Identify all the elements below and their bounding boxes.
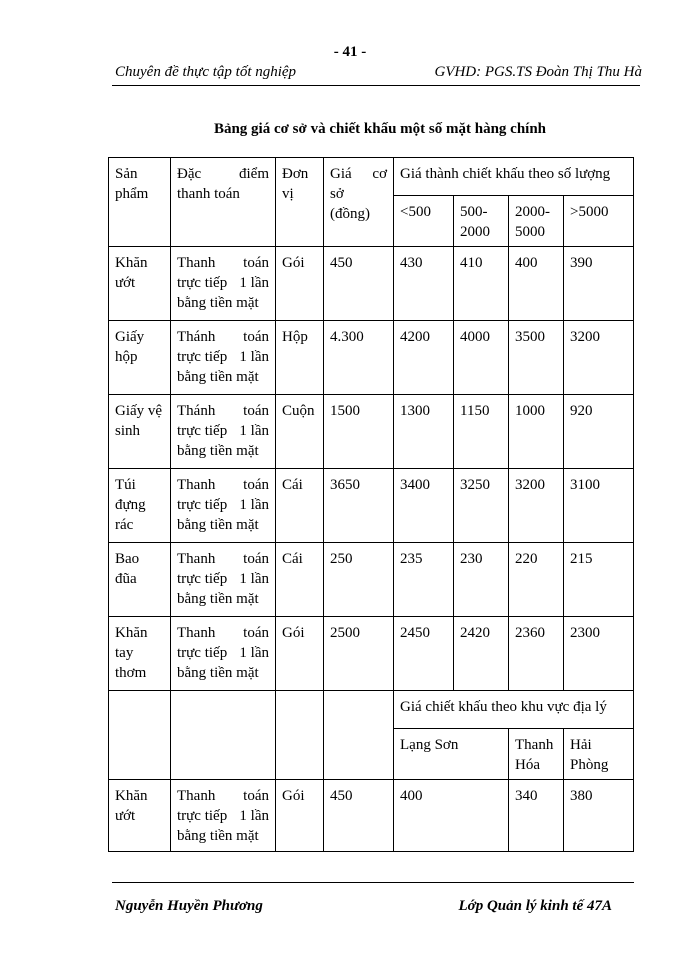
q4-cell: 215 — [564, 543, 634, 617]
base-price-cell: 2500 — [324, 617, 394, 691]
product-cell: Bao đũa — [109, 543, 171, 617]
q3-cell: 3200 — [509, 469, 564, 543]
base-price-cell: 450 — [324, 780, 394, 852]
payment-cell — [171, 395, 276, 469]
product-cell: Túi đựng rác — [109, 469, 171, 543]
region-row — [109, 780, 634, 852]
payment-cell — [171, 543, 276, 617]
header-unit: Đơn vị — [276, 158, 324, 247]
payment-line-2: trực tiếp 1 lần — [177, 645, 269, 661]
payment-cell — [171, 247, 276, 321]
payment-line-2: trực tiếp 1 lần — [177, 275, 269, 291]
footer-author: Nguyễn Huyền Phương — [115, 898, 263, 914]
payment-line-3: bằng tiền mặt — [177, 443, 259, 459]
q1-cell: 3400 — [394, 469, 454, 543]
payment-line-1: Thanh toán — [177, 551, 269, 567]
table-row — [109, 395, 634, 469]
payment-line-2: trực tiếp 1 lần — [177, 423, 269, 439]
r3-cell: 380 — [564, 780, 634, 852]
header-product: Sản phẩm — [109, 158, 171, 247]
header-q3: 2000-5000 — [509, 196, 564, 247]
q3-cell: 1000 — [509, 395, 564, 469]
payment-cell — [171, 780, 276, 852]
product-cell: Giấy hộp — [109, 321, 171, 395]
r2-cell: 340 — [509, 780, 564, 852]
header-q1: <500 — [394, 196, 454, 247]
unit-cell: Cái — [276, 469, 324, 543]
q2-cell: 1150 — [454, 395, 509, 469]
q3-cell: 220 — [509, 543, 564, 617]
q1-cell: 430 — [394, 247, 454, 321]
payment-line-1: Thanh toán — [177, 477, 269, 493]
base-price-cell: 3650 — [324, 469, 394, 543]
q1-cell: 235 — [394, 543, 454, 617]
q1-cell: 4200 — [394, 321, 454, 395]
table-row — [109, 617, 634, 691]
q4-cell: 3100 — [564, 469, 634, 543]
payment-cell — [171, 321, 276, 395]
q4-cell: 920 — [564, 395, 634, 469]
header-left: Chuyên đề thực tập tốt nghiệp — [115, 64, 297, 80]
payment-line-2: trực tiếp 1 lần — [177, 349, 269, 365]
q1-cell: 2450 — [394, 617, 454, 691]
product-cell: Khăn ướt — [109, 780, 171, 852]
q3-cell: 2360 — [509, 617, 564, 691]
payment-line-1: Thánh toán — [177, 329, 269, 345]
footer-divider — [112, 882, 634, 883]
payment-line-3: bằng tiền mặt — [177, 295, 259, 311]
header-r1: Lạng Sơn — [394, 729, 509, 780]
table-row — [109, 321, 634, 395]
header-region-discount: Giá chiết khấu theo khu vực địa lý — [394, 691, 634, 729]
header-base-price: Giá cơ sở (đồng) — [324, 158, 394, 247]
q3-cell: 400 — [509, 247, 564, 321]
q2-cell: 410 — [454, 247, 509, 321]
payment-cell — [171, 469, 276, 543]
header-right: GVHD: PGS.TS Đoàn Thị Thu Hà — [434, 64, 642, 80]
table-title: Bảng giá cơ sở và chiết khấu một số mặt hàng chính — [213, 121, 547, 137]
payment-line-1: Thanh toán — [177, 625, 269, 641]
payment-cell — [171, 617, 276, 691]
product-cell: Khăn ướt — [109, 247, 171, 321]
q4-cell: 3200 — [564, 321, 634, 395]
unit-cell: Cái — [276, 543, 324, 617]
payment-line-3: bằng tiền mặt — [177, 517, 259, 533]
payment-line-3: bằng tiền mặt — [177, 828, 259, 844]
q2-cell: 230 — [454, 543, 509, 617]
base-price-cell: 450 — [324, 247, 394, 321]
header-row — [109, 158, 634, 196]
q2-cell: 3250 — [454, 469, 509, 543]
payment-line-2: trực tiếp 1 lần — [177, 571, 269, 587]
product-cell: Giấy vệ sinh — [109, 395, 171, 469]
header-q2: 500-2000 — [454, 196, 509, 247]
payment-line-3: bằng tiền mặt — [177, 591, 259, 607]
header-r2: Thanh Hóa — [509, 729, 564, 780]
payment-line-1: Thanh toán — [177, 255, 269, 271]
product-cell: Khăn tay thơm — [109, 617, 171, 691]
q1-cell: 1300 — [394, 395, 454, 469]
header-divider — [112, 85, 640, 86]
q4-cell: 390 — [564, 247, 634, 321]
table-row — [109, 247, 634, 321]
header-q4: >5000 — [564, 196, 634, 247]
unit-cell: Gói — [276, 780, 324, 852]
unit-cell: Hộp — [276, 321, 324, 395]
base-price-cell: 250 — [324, 543, 394, 617]
payment-line-3: bằng tiền mặt — [177, 369, 259, 385]
footer-class: Lớp Quản lý kinh tế 47A — [458, 898, 612, 914]
unit-cell: Cuộn — [276, 395, 324, 469]
region-header-row — [109, 691, 634, 729]
unit-cell: Gói — [276, 247, 324, 321]
header-payment: Đặc điểm thanh toán — [171, 158, 276, 247]
table-row — [109, 543, 634, 617]
price-discount-table — [108, 157, 634, 852]
table-row — [109, 469, 634, 543]
header-quantity-discount: Giá thành chiết khấu theo số lượng — [394, 158, 634, 196]
base-price-cell: 4.300 — [324, 321, 394, 395]
unit-cell: Gói — [276, 617, 324, 691]
base-price-cell: 1500 — [324, 395, 394, 469]
q4-cell: 2300 — [564, 617, 634, 691]
payment-line-2: trực tiếp 1 lần — [177, 497, 269, 513]
header-r3: Hải Phòng — [564, 729, 634, 780]
payment-line-1: Thánh toán — [177, 403, 269, 419]
q2-cell: 4000 — [454, 321, 509, 395]
payment-line-3: bằng tiền mặt — [177, 665, 259, 681]
q2-cell: 2420 — [454, 617, 509, 691]
r1-cell: 400 — [394, 780, 509, 852]
q3-cell: 3500 — [509, 321, 564, 395]
payment-line-2: trực tiếp 1 lần — [177, 808, 269, 824]
page-number: - 41 - — [333, 44, 367, 60]
payment-line-1: Thanh toán — [177, 788, 269, 804]
